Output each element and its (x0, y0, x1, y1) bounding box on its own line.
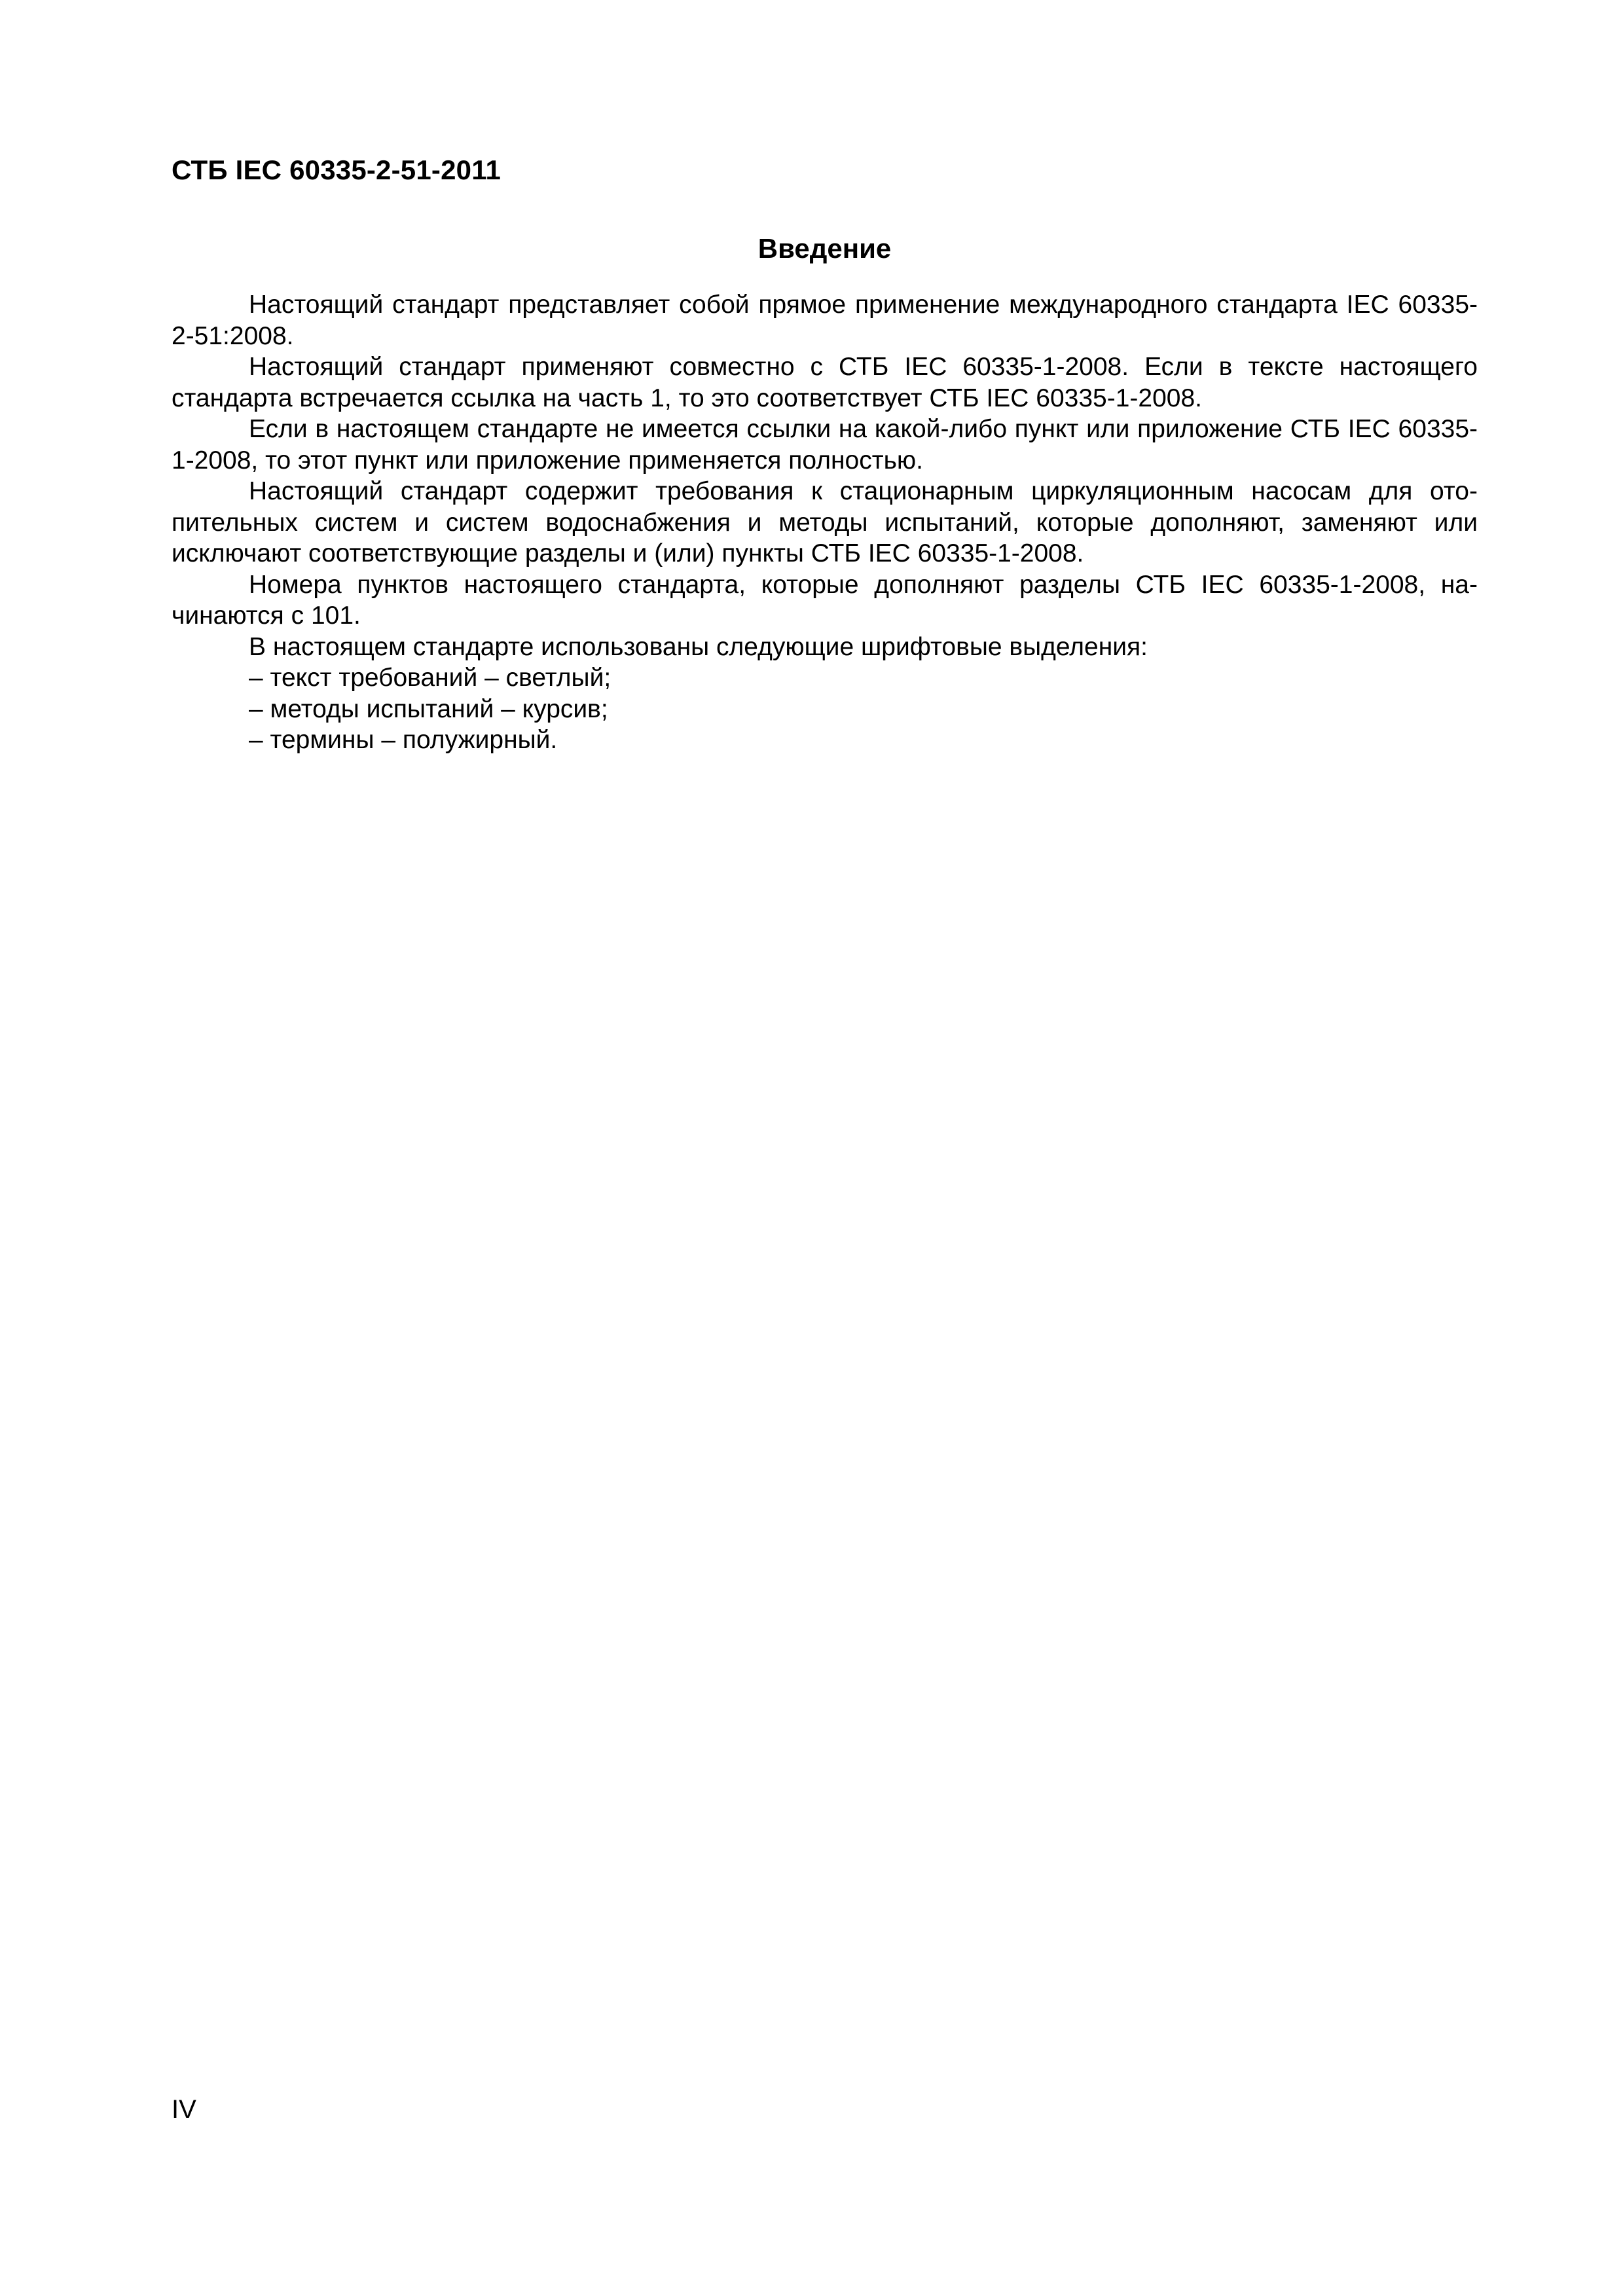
body-text (172, 289, 1478, 756)
section-title: Введение (757, 233, 892, 264)
list-intro: В настоящем стандарте использованы следующие шрифтовые выделения: (249, 632, 1148, 661)
list-item: – текст требований – светлый; (249, 664, 611, 692)
paragraph-5: Номера пунктов настоящего стандарта, которые дополняют разделы СТБ IEC 60335-1-2008, начинаются с 101. (172, 570, 1478, 630)
list-item: – методы испытаний – курсив; (249, 694, 608, 723)
paragraph-2: Настоящий стандарт применяют совместно с СТБ IEC 60335-1-2008. Если в тексте настоящего стандарта встречается ссылка на часть 1, то это соответствует СТБ IEC 60335-1-2008. (172, 353, 1478, 412)
list-item: – термины – полужирный. (249, 726, 558, 754)
paragraph-4: Настоящий стандарт содержит требования к стационарным циркуляционным насосам для отопительных систем и систем водоснабжения и методы испытаний, которые дополняют, заменяют или исключают соответствующие разделы и (или) пункты СТБ IEC 60335-1-2008. (172, 477, 1478, 567)
document-id-header: СТБ IEC 60335-2-51-2011 (172, 154, 501, 185)
paragraph-1: Настоящий стандарт представляет собой прямое применение международного стандарта IEC 60335-2-51:2008. (172, 291, 1478, 350)
page-number: IV (172, 2095, 196, 2124)
font-emphasis-list (172, 662, 1478, 756)
paragraph-3: Если в настоящем стандарте не имеется ссылки на какой-либо пункт или приложение СТБ IEC 60335-1-2008, то этот пункт или приложение применяется полностью. (172, 415, 1478, 475)
